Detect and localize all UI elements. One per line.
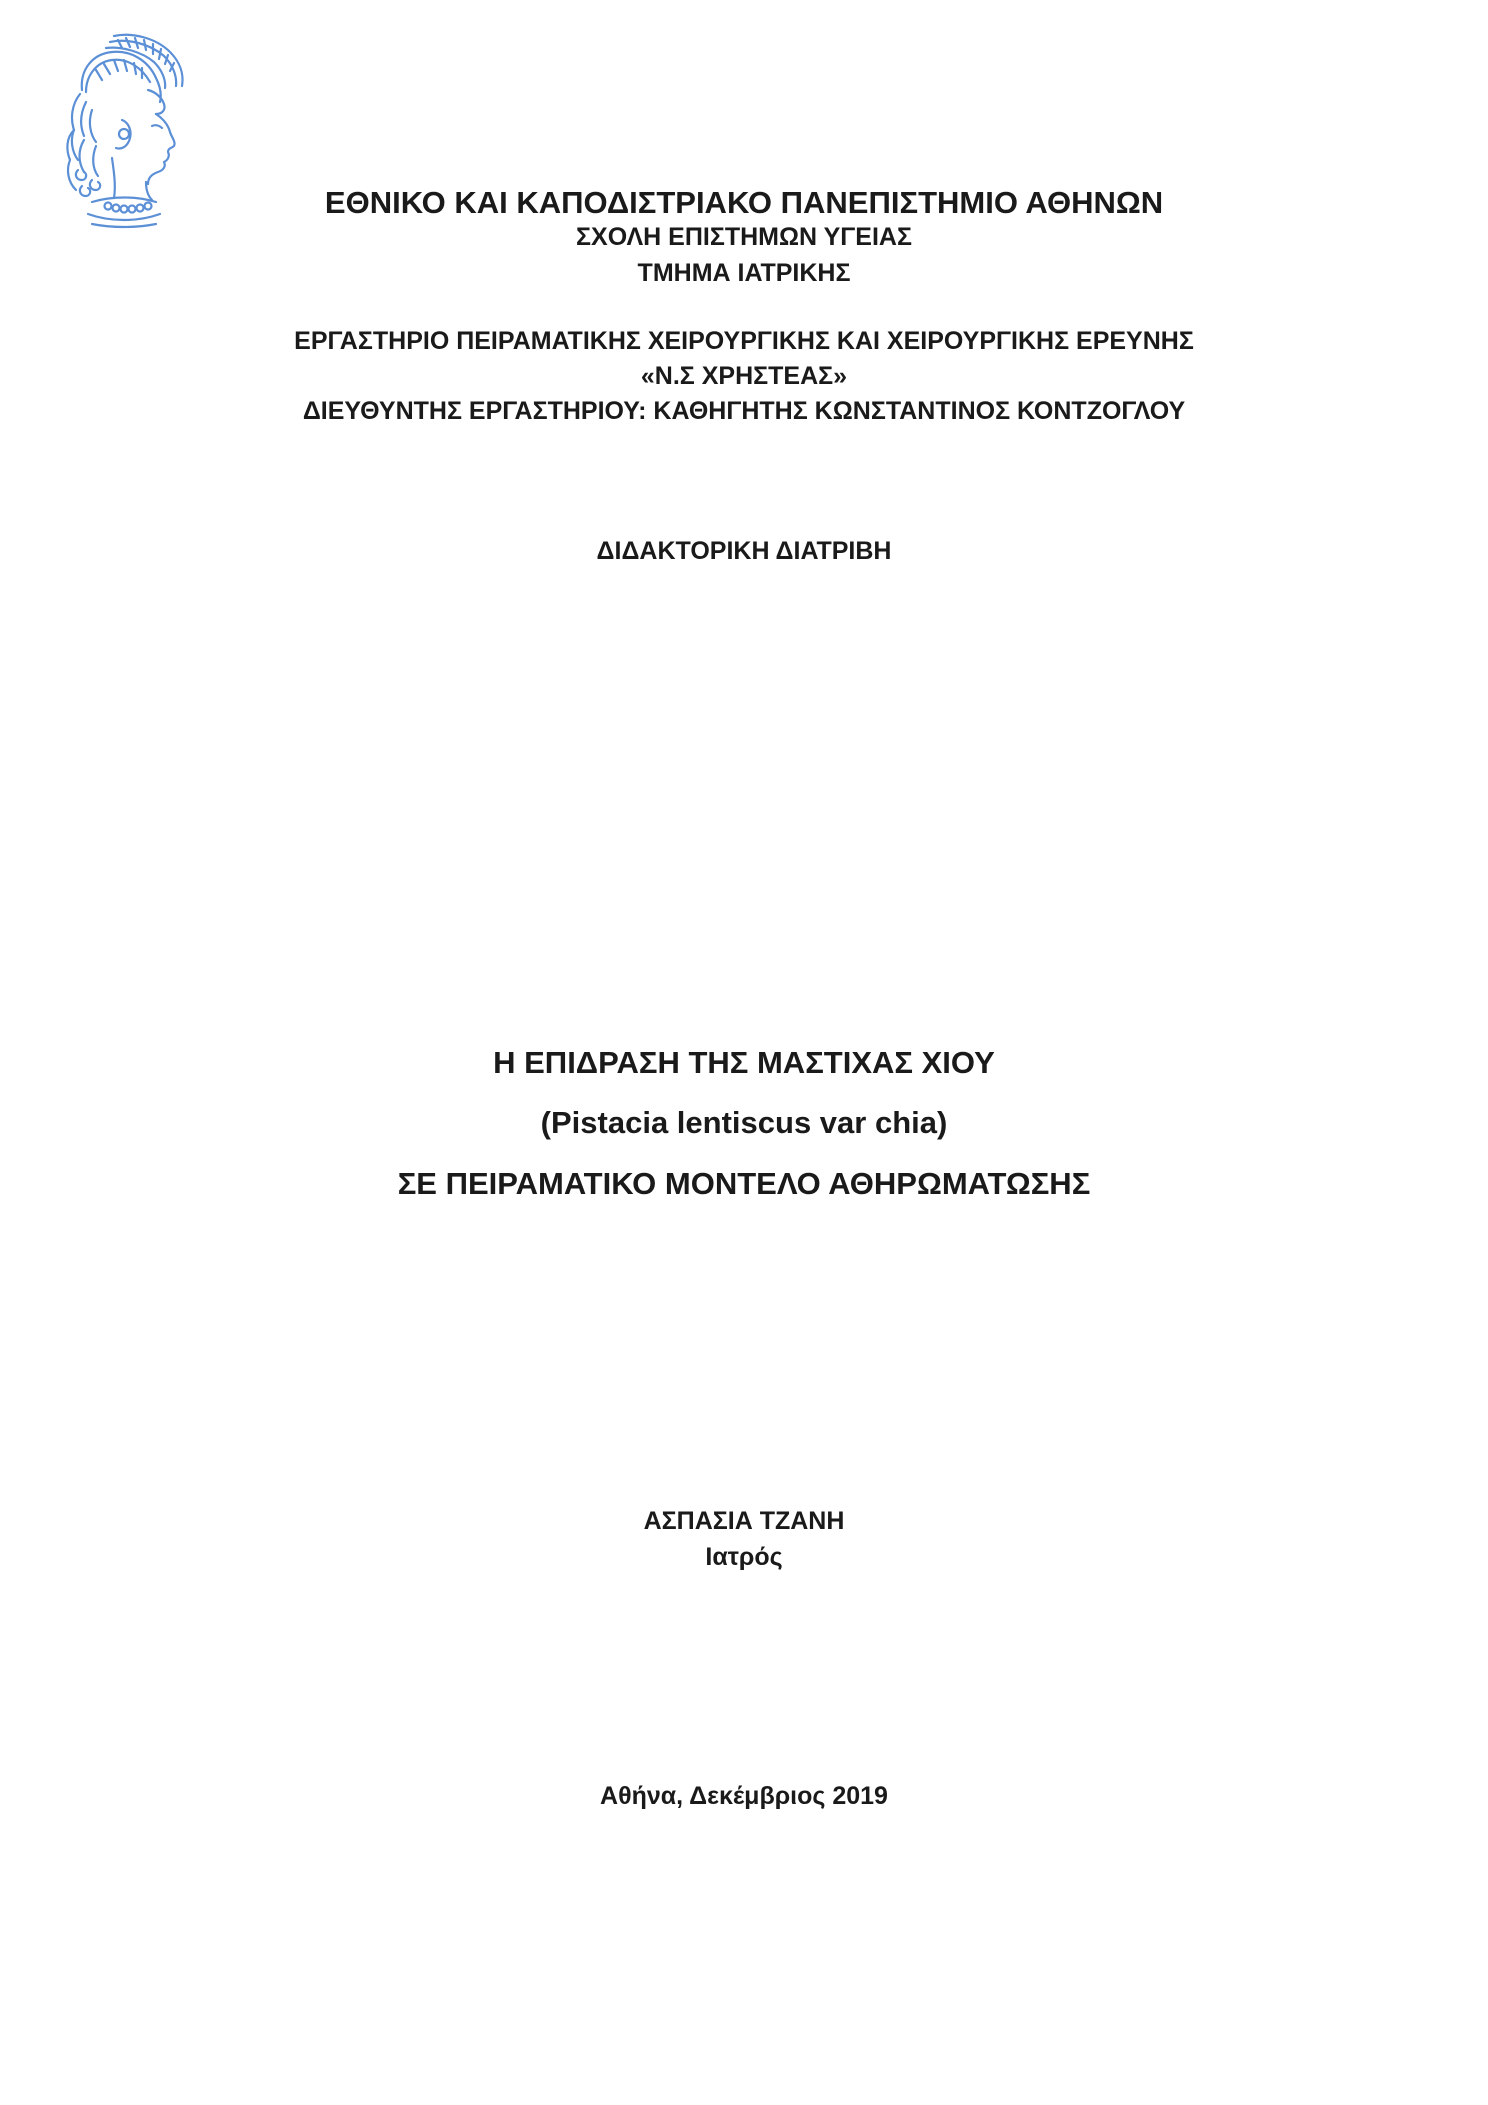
thesis-title-line-1: Η ΕΠΙΔΡΑΣΗ ΤΗΣ ΜΑΣΤΙΧΑΣ ΧΙΟΥ bbox=[493, 1045, 995, 1080]
thesis-title-line-2: (Pistacia lentiscus var chia) bbox=[540, 1105, 948, 1140]
school-name: ΣΧΟΛΗ ΕΠΙΣΤΗΜΩΝ ΥΓΕΙΑΣ bbox=[576, 223, 912, 251]
document-type: ΔΙΔΑΚΤΟΡΙΚΗ ΔΙΑΤΡΙΒΗ bbox=[596, 537, 892, 565]
author-name: ΑΣΠΑΣΙΑ ΤΖΑΝΗ bbox=[643, 1507, 845, 1535]
department-name: ΤΜΗΜΑ ΙΑΤΡΙΚΗΣ bbox=[637, 259, 851, 287]
laboratory-title: «Ν.Σ ΧΡΗΣΤΕΑΣ» bbox=[640, 362, 848, 390]
university-name: ΕΘΝΙΚΟ ΚΑΙ ΚΑΠΟΔΙΣΤΡΙΑΚΟ ΠΑΝΕΠΙΣΤΗΜΙΟ ΑΘΗΝΩΝ bbox=[324, 185, 1164, 220]
place-date: Αθήνα, Δεκέμβριος 2019 bbox=[600, 1782, 888, 1810]
thesis-title-line-3: ΣΕ ΠΕΙΡΑΜΑΤΙΚΟ ΜΟΝΤΕΛΟ ΑΘΗΡΩΜΑΤΩΣΗΣ bbox=[397, 1166, 1091, 1201]
laboratory-name: ΕΡΓΑΣΤΗΡΙΟ ΠΕΙΡΑΜΑΤΙΚΗΣ ΧΕΙΡΟΥΡΓΙΚΗΣ ΚΑΙ ΧΕΙΡΟΥΡΓΙΚΗΣ ΕΡΕΥΝΗΣ bbox=[294, 327, 1194, 355]
laboratory-director: ΔΙΕΥΘΥΝΤΗΣ ΕΡΓΑΣΤΗΡΙΟΥ: ΚΑΘΗΓΗΤΗΣ ΚΩΝΣΤΑΝΤΙΝΟΣ ΚΟΝΤΖΟΓΛΟΥ bbox=[302, 397, 1186, 425]
author-role: Ιατρός bbox=[705, 1543, 783, 1571]
